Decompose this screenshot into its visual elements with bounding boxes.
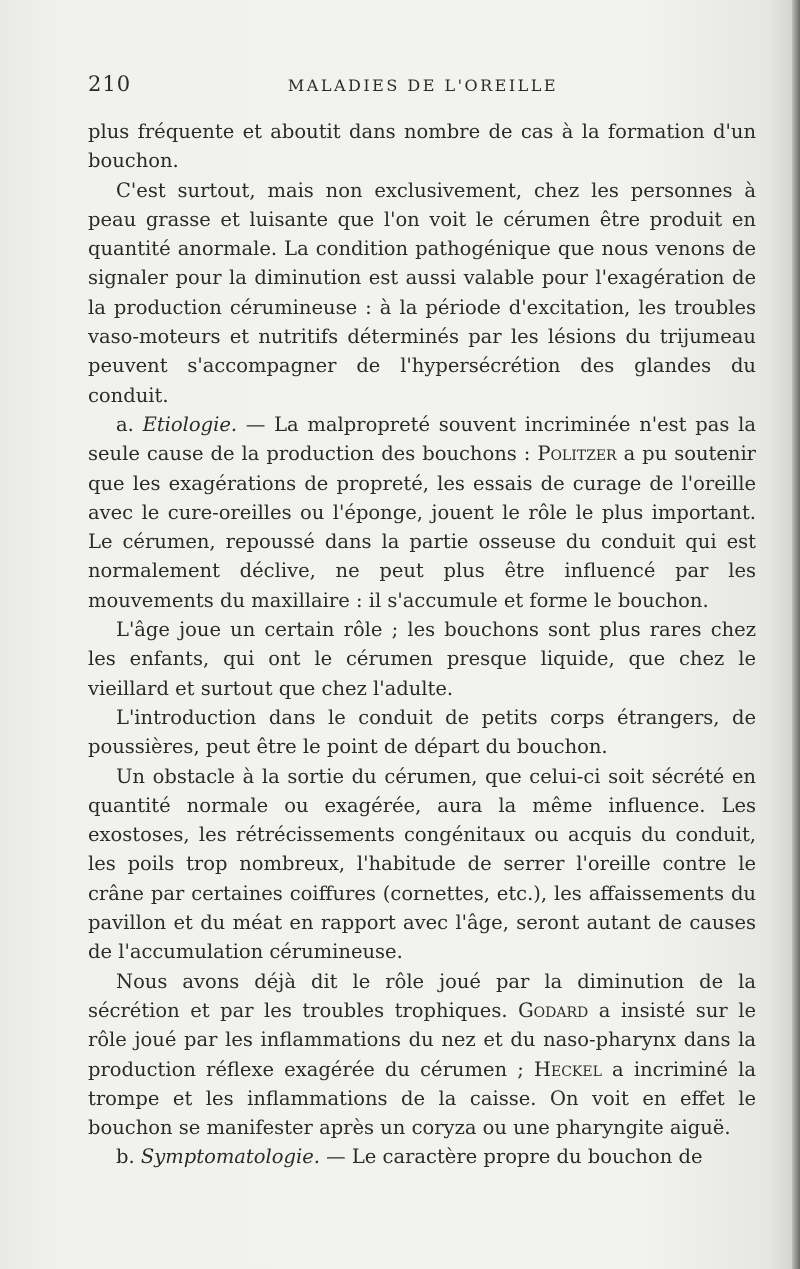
paragraph-etiologie [88,410,756,615]
paragraph-symptomatologie [88,1142,756,1171]
paragraph-text: Nous avons déjà dit le rôle joué par la diminution de la sécrétion et par les troubles trophiques. [88,969,756,1022]
body-text [88,117,756,1172]
section-heading: Symptomatologie. [140,1145,320,1169]
section-letter: b. [116,1145,135,1169]
paragraph-text: — Le caractère propre du bouchon de [319,1145,703,1169]
paragraph: plus fréquente et aboutit dans nombre de cas à la formation d'un bouchon. [88,120,756,173]
section-heading: Etiologie. [142,412,238,436]
page-edge-shadow [792,0,800,1269]
running-title: MALADIES DE L'OREILLE [287,76,559,95]
paragraph: C'est surtout, mais non exclusivement, chez les personnes à peau grasse et luisante que l'on voit le cérumen être produit en quantité anormale. La condition pathogénique que nous venons de signaler pour la diminution est aussi valable pour l'exagération de la production cérumineuse : à la période d'excitation, les troubles vaso-moteurs et nutritifs déterminés par les lésions du trijumeau peuvent s'accompagner de l'hypersécrétion des glandes du conduit. [88,178,756,407]
paragraph: L'âge joue un certain rôle ; les bouchons sont plus rares chez les enfants, qui ont le cérumen presque liquide, que chez le vieillard et surtout que chez l'adulte. [88,618,756,700]
section-letter: a. [116,412,134,436]
paragraph: L'introduction dans le conduit de petits corps étrangers, de poussières, peut être le point de départ du bouchon. [88,705,756,759]
page-header [88,72,758,100]
paragraph: Un obstacle à la sortie du cérumen, que celui-ci soit sécrété en quantité normale ou exagérée, aura la même influence. Les exostoses, les rétrécissements congénitaux ou acquis du conduit, les poils trop nombreux, l'habitude de serrer l'oreille contre le crâne par certaines coiffures (cornettes, etc.), les affaissements du pavillon et du méat en rapport avec l'âge, seront autant de causes de l'accumulation cérumineuse. [88,764,756,964]
author-name: Politzer [537,442,617,466]
paragraph-text: a insisté sur le rôle joué par les inflammations du nez et du naso-pharynx dans la production réflexe exagérée du cérumen ; [88,998,756,1081]
author-name: Godard [518,998,589,1022]
paragraph-text: a pu soutenir que les exagérations de propreté, les essais de curage de l'oreille avec le cure-oreilles ou l'éponge, jouent le rôle le plus important. Le cérumen, repoussé dans la partie osseuse du conduit qui est normalement déclive, ne peut plus être influencé par les mouvements du maxillaire : il s'accumule et forme le bouchon. [88,442,757,612]
paragraph-text: — La malpropreté souvent incriminée n'est pas la seule cause de la production des bouchons : [88,412,756,466]
author-name: Heckel [533,1057,602,1081]
page-number: 210 [88,72,132,96]
paragraph-text: a incriminé la trompe et les inflammations de la caisse. On voit en effet le bouchon se manifester après un coryza ou une pharyngite aiguë. [88,1057,756,1140]
paragraph [88,967,756,1143]
